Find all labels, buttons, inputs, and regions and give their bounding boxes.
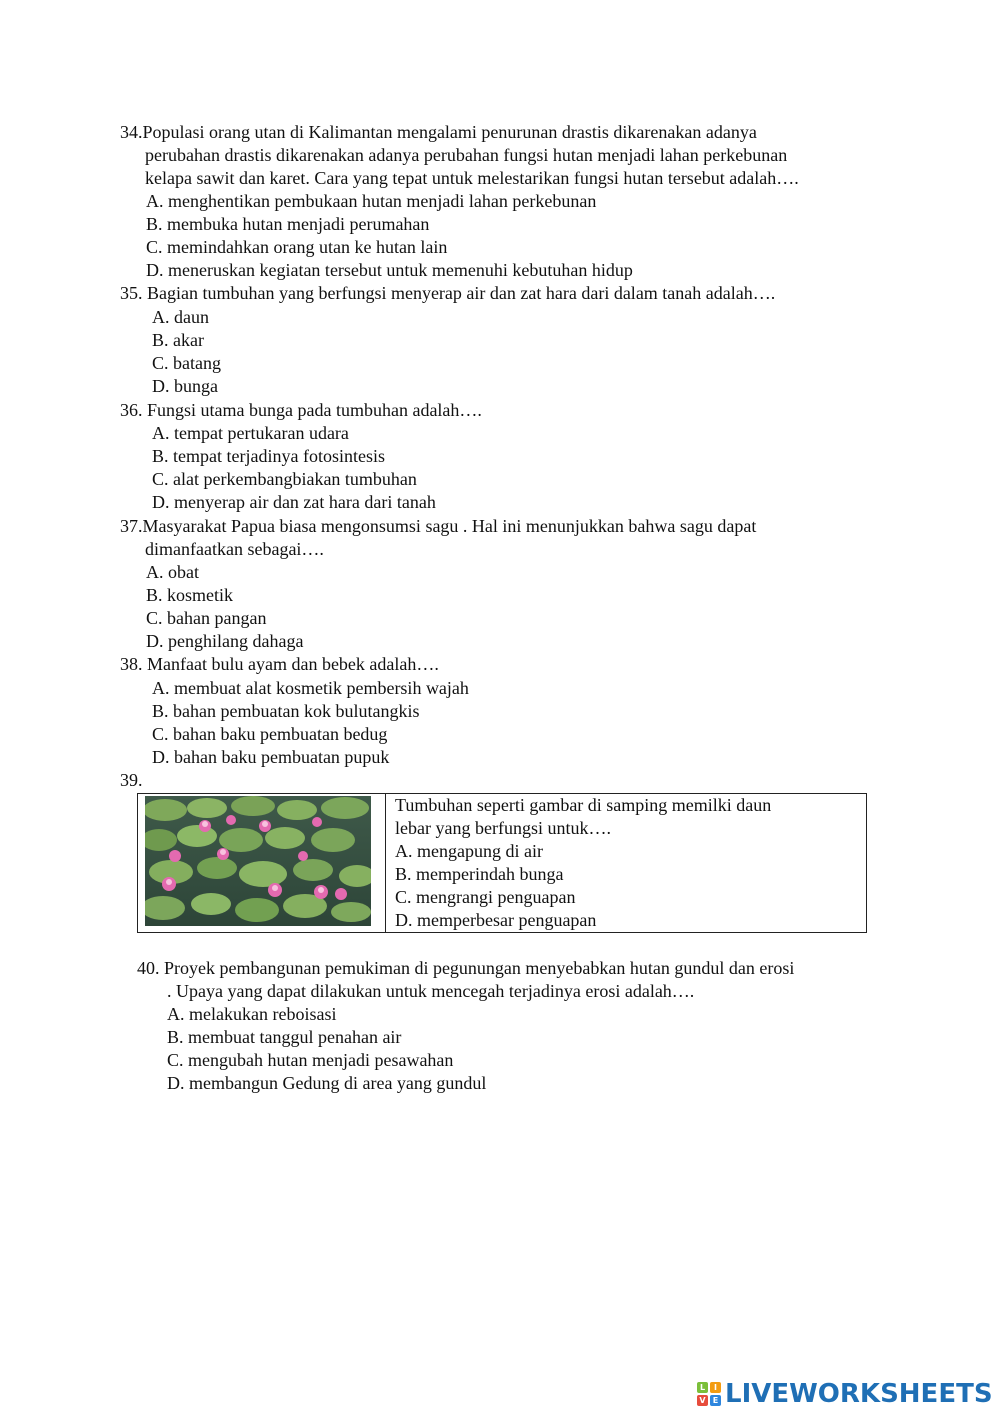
- question-38-option-b[interactable]: B. bahan pembuatan kok bulutangkis: [152, 701, 420, 721]
- question-37-option-b[interactable]: B. kosmetik: [146, 585, 234, 605]
- question-39-table: [137, 793, 867, 933]
- question-34-text-line-1: 34.Populasi orang utan di Kalimantan mengalami penurunan drastis dikarenakan adanya: [120, 122, 757, 142]
- question-37-option-d[interactable]: D. penghilang dahaga: [146, 631, 304, 651]
- question-39-number: 39.: [120, 770, 143, 790]
- liveworksheets-footer[interactable]: [697, 1378, 993, 1410]
- question-40-option-c[interactable]: C. mengubah hutan menjadi pesawahan: [167, 1050, 454, 1070]
- logo-letter-e: E: [710, 1395, 721, 1406]
- question-35-option-b[interactable]: B. akar: [152, 330, 204, 350]
- liveworksheets-logo-icon: [697, 1382, 721, 1406]
- question-34-option-c[interactable]: C. memindahkan orang utan ke hutan lain: [146, 237, 448, 257]
- question-37-option-a[interactable]: A. obat: [146, 562, 199, 582]
- question-38-option-d[interactable]: D. bahan baku pembuatan pupuk: [152, 747, 390, 767]
- question-34-option-a[interactable]: A. menghentikan pembukaan hutan menjadi lahan perkebunan: [146, 191, 597, 211]
- question-40-text-line-1: 40. Proyek pembangunan pemukiman di pegunungan menyebabkan hutan gundul dan erosi: [137, 958, 795, 978]
- question-40-text-line-2: . Upaya yang dapat dilakukan untuk mencegah terjadinya erosi adalah….: [167, 981, 695, 1001]
- question-34-option-d[interactable]: D. meneruskan kegiatan tersebut untuk memenuhi kebutuhan hidup: [146, 260, 633, 280]
- question-35-text: 35. Bagian tumbuhan yang berfungsi menyerap air dan zat hara dari dalam tanah adalah….: [120, 283, 776, 303]
- question-39-text-line-1: Tumbuhan seperti gambar di samping memilki daun: [395, 795, 772, 815]
- question-39-option-b[interactable]: B. memperindah bunga: [395, 864, 564, 884]
- logo-letter-l: L: [697, 1382, 708, 1393]
- question-36-option-a[interactable]: A. tempat pertukaran udara: [152, 423, 349, 443]
- liveworksheets-brand-text: LIVEWORKSHEETS: [725, 1379, 993, 1409]
- question-34-text-line-2: perubahan drastis dikarenakan adanya perubahan fungsi hutan menjadi lahan perkebunan: [145, 145, 788, 165]
- question-35-option-d[interactable]: D. bunga: [152, 376, 218, 396]
- question-37-text-line-1: 37.Masyarakat Papua biasa mengonsumsi sagu . Hal ini menunjukkan bahwa sagu dapat: [120, 516, 757, 536]
- question-38-text: 38. Manfaat bulu ayam dan bebek adalah….: [120, 654, 439, 674]
- question-40-option-b[interactable]: B. membuat tanggul penahan air: [167, 1027, 402, 1047]
- question-36-option-b[interactable]: B. tempat terjadinya fotosintesis: [152, 446, 385, 466]
- question-37-text-line-2: dimanfaatkan sebagai….: [145, 539, 324, 559]
- question-39-option-d[interactable]: D. memperbesar penguapan: [395, 910, 597, 930]
- question-36-option-c[interactable]: C. alat perkembangbiakan tumbuhan: [152, 469, 417, 489]
- question-38-option-c[interactable]: C. bahan baku pembuatan bedug: [152, 724, 388, 744]
- question-36-option-d[interactable]: D. menyerap air dan zat hara dari tanah: [152, 492, 436, 512]
- question-34-text-line-3: kelapa sawit dan karet. Cara yang tepat untuk melestarikan fungsi hutan tersebut adalah….: [145, 168, 799, 188]
- question-36-text: 36. Fungsi utama bunga pada tumbuhan adalah….: [120, 400, 482, 420]
- water-lily-image: [145, 796, 371, 926]
- question-34-option-b[interactable]: B. membuka hutan menjadi perumahan: [146, 214, 430, 234]
- question-39-text-line-2: lebar yang berfungsi untuk….: [395, 818, 611, 838]
- question-37-option-c[interactable]: C. bahan pangan: [146, 608, 267, 628]
- table-divider: [385, 794, 386, 932]
- logo-letter-i: I: [710, 1382, 721, 1393]
- logo-letter-v: V: [697, 1395, 708, 1406]
- question-38-option-a[interactable]: A. membuat alat kosmetik pembersih wajah: [152, 678, 469, 698]
- question-40-option-a[interactable]: A. melakukan reboisasi: [167, 1004, 337, 1024]
- question-40-option-d[interactable]: D. membangun Gedung di area yang gundul: [167, 1073, 487, 1093]
- question-35-option-c[interactable]: C. batang: [152, 353, 221, 373]
- question-39-option-a[interactable]: A. mengapung di air: [395, 841, 543, 861]
- question-35-option-a[interactable]: A. daun: [152, 307, 209, 327]
- question-39-option-c[interactable]: C. mengrangi penguapan: [395, 887, 576, 907]
